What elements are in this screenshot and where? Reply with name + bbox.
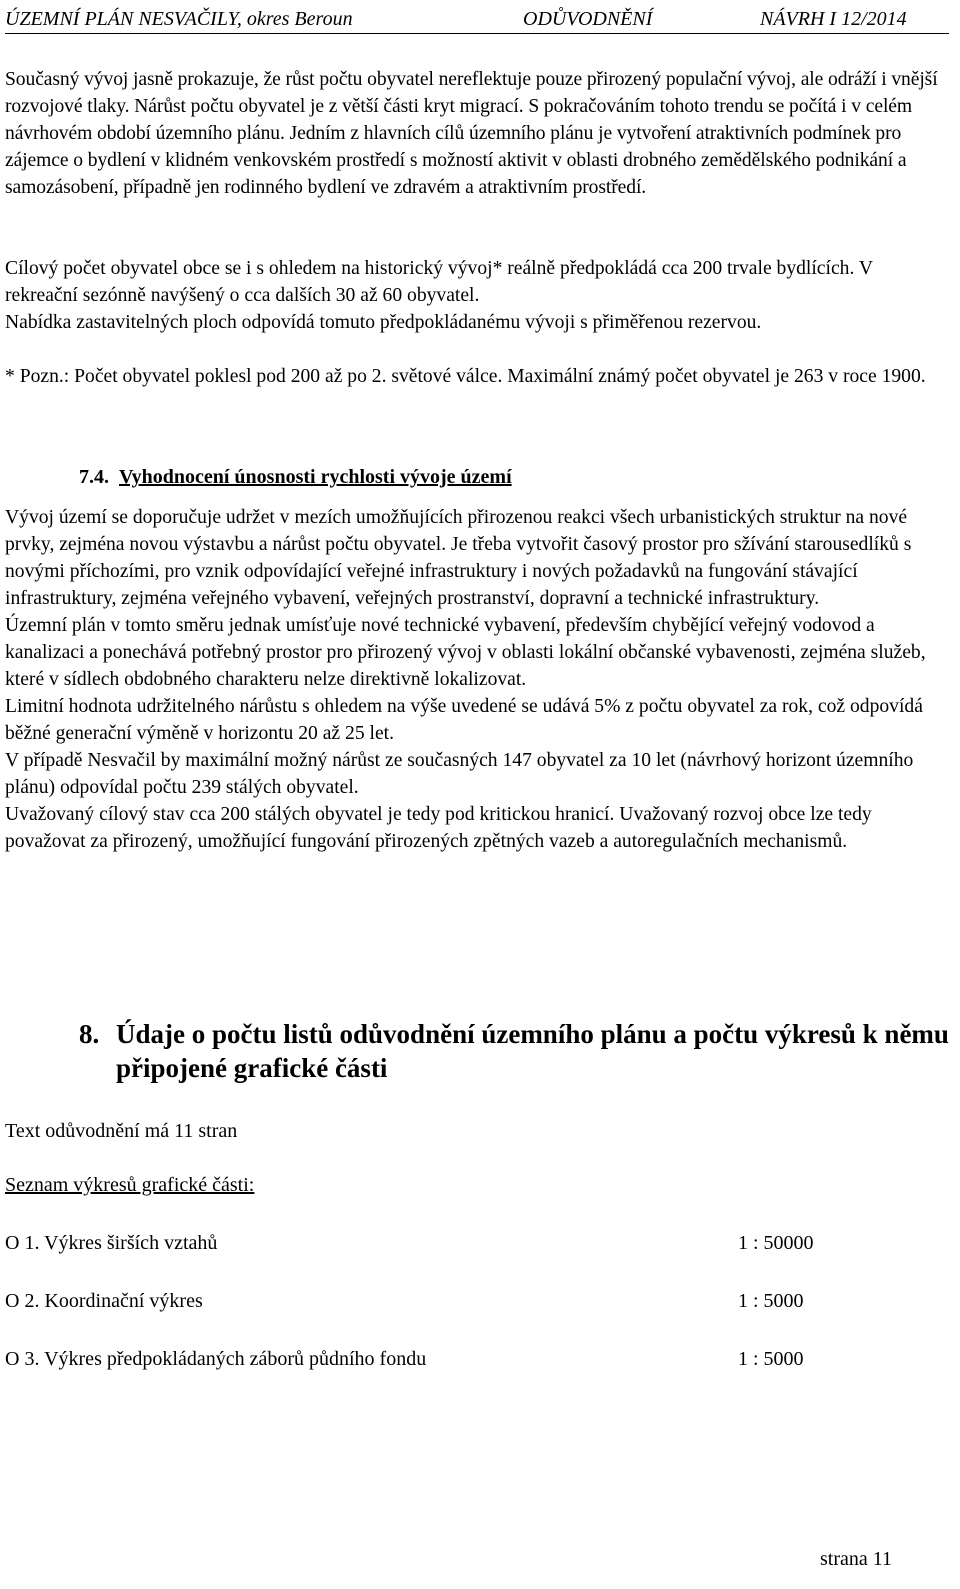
drawing-row (5, 1230, 949, 1256)
drawing-row (5, 1346, 949, 1372)
drawing-list-title: Seznam výkresů grafické části: (5, 1174, 255, 1196)
assessment-part4: V případě Nesvačil by maximální možný nárůst ze současných 147 obyvatel za 10 let (návrhový horizont územního plánu) odpovídal počtu 239 stálých obyvatel. (5, 750, 914, 798)
paragraph-land-offer: Nabídka zastavitelných ploch odpovídá tomuto předpokládanému vývoji s přiměřenou rezervou. (5, 312, 762, 333)
paragraph-development-assessment (5, 504, 949, 855)
section-8-title: Údaje o počtu listů odůvodnění územního plánu a počtu výkresů k němu připojené grafické části (116, 1019, 949, 1083)
subsection-title: Vyhodnocení únosnosti rychlosti vývoje území (119, 466, 512, 488)
assessment-part2: Územní plán v tomto směru jednak umísťuje nové technické vybavení, především chybějící veřejný vodovod a kanalizaci a ponechává potřebný prostor pro přirozený vývoj v oblasti lokální občanské vybavenosti, zejména služeb, které v sídlech obdobného charakteru nelze direktivně lokalizovat. (5, 615, 926, 690)
subsection-heading (79, 463, 512, 491)
page-number: strana 11 (820, 1548, 893, 1570)
section-8-number: 8. (79, 1019, 100, 1049)
assessment-part5: Uvažovaný cílový stav cca 200 stálých obyvatel je tedy pod kritickou hranicí. Uvažovaný rozvoj obce lze tedy považovat za přirozený, umožňující fungování přirozených zpětných vazeb a autoregulačních mechanismů. (5, 804, 872, 852)
drawing-name: O 1. Výkres širších vztahů (5, 1232, 218, 1254)
section-8-heading (79, 1017, 949, 1085)
drawing-name: O 2. Koordinační výkres (5, 1290, 203, 1312)
page-header (5, 6, 949, 34)
header-version-date: NÁVRH I 12/2014 (760, 8, 907, 30)
paragraph-population-trend (5, 66, 949, 201)
drawing-name: O 3. Výkres předpokládaných záborů půdního fondu (5, 1348, 427, 1370)
drawing-scale: 1 : 5000 (738, 1348, 804, 1370)
drawing-scale: 1 : 5000 (738, 1290, 804, 1312)
assessment-part3: Limitní hodnota udržitelného nárůstu s ohledem na výše uvedené se udává 5% z počtu obyvatel za rok, což odpovídá běžné generační výměně v horizontu 20 až 25 let. (5, 696, 923, 744)
drawing-row (5, 1288, 949, 1314)
assessment-part1: Vývoj území se doporučuje udržet v mezích umožňujících přirozenou reakci všech urbanistických struktur na nové prvky, zejména novou výstavbu a nárůst počtu obyvatel. Je třeba vytvořit časový prostor pro sžívání starousedlíků s novými příchozími, pro vznik odpovídající veřejné infrastruktury i nových požadavků na fungování stávající infrastruktury, zejména veřejného vybavení, veřejných prostranství, dopravní a technické infrastruktury. (5, 507, 912, 609)
subsection-number: 7.4. (79, 466, 109, 488)
paragraph-population-trend-part2: Jedním z hlavních cílů územního plánu je vytvoření atraktivních podmínek pro zájemce o bydlení v klidném venkovském prostředí s možností aktivit v oblasti drobného zemědělského podnikání a samozásobení, případně jen rodinného bydlení ve zdravém a atraktivním prostředí. (5, 123, 907, 198)
header-document-title: ÚZEMNÍ PLÁN NESVAČILY, okres Beroun (5, 8, 353, 30)
drawing-scale: 1 : 50000 (738, 1232, 814, 1254)
paragraph-population-trend-part1: Současný vývoj jasně prokazuje, že růst počtu obyvatel nereflektuje pouze přirozený populační vývoj, ale odráží i vnější rozvojové tlaky. Nárůst počtu obyvatel je z větší části kryt migrací. S pokračováním tohoto trendu se počítá i v celém návrhovém období územního plánu. (5, 69, 938, 144)
text-page-count: Text odůvodnění má 11 stran (5, 1120, 238, 1142)
paragraph-footnote: * Pozn.: Počet obyvatel poklesl pod 200 až po 2. světové válce. Maximální známý počet obyvatel je 263 v roce 1900. (5, 366, 926, 387)
header-section-label: ODŮVODNĚNÍ (523, 8, 653, 30)
paragraph-target-population: Cílový počet obyvatel obce se i s ohledem na historický vývoj* reálně předpokládá cca 200 trvale bydlících. V rekreační sezónně navýšený o cca dalších 30 až 60 obyvatel. (5, 258, 873, 306)
